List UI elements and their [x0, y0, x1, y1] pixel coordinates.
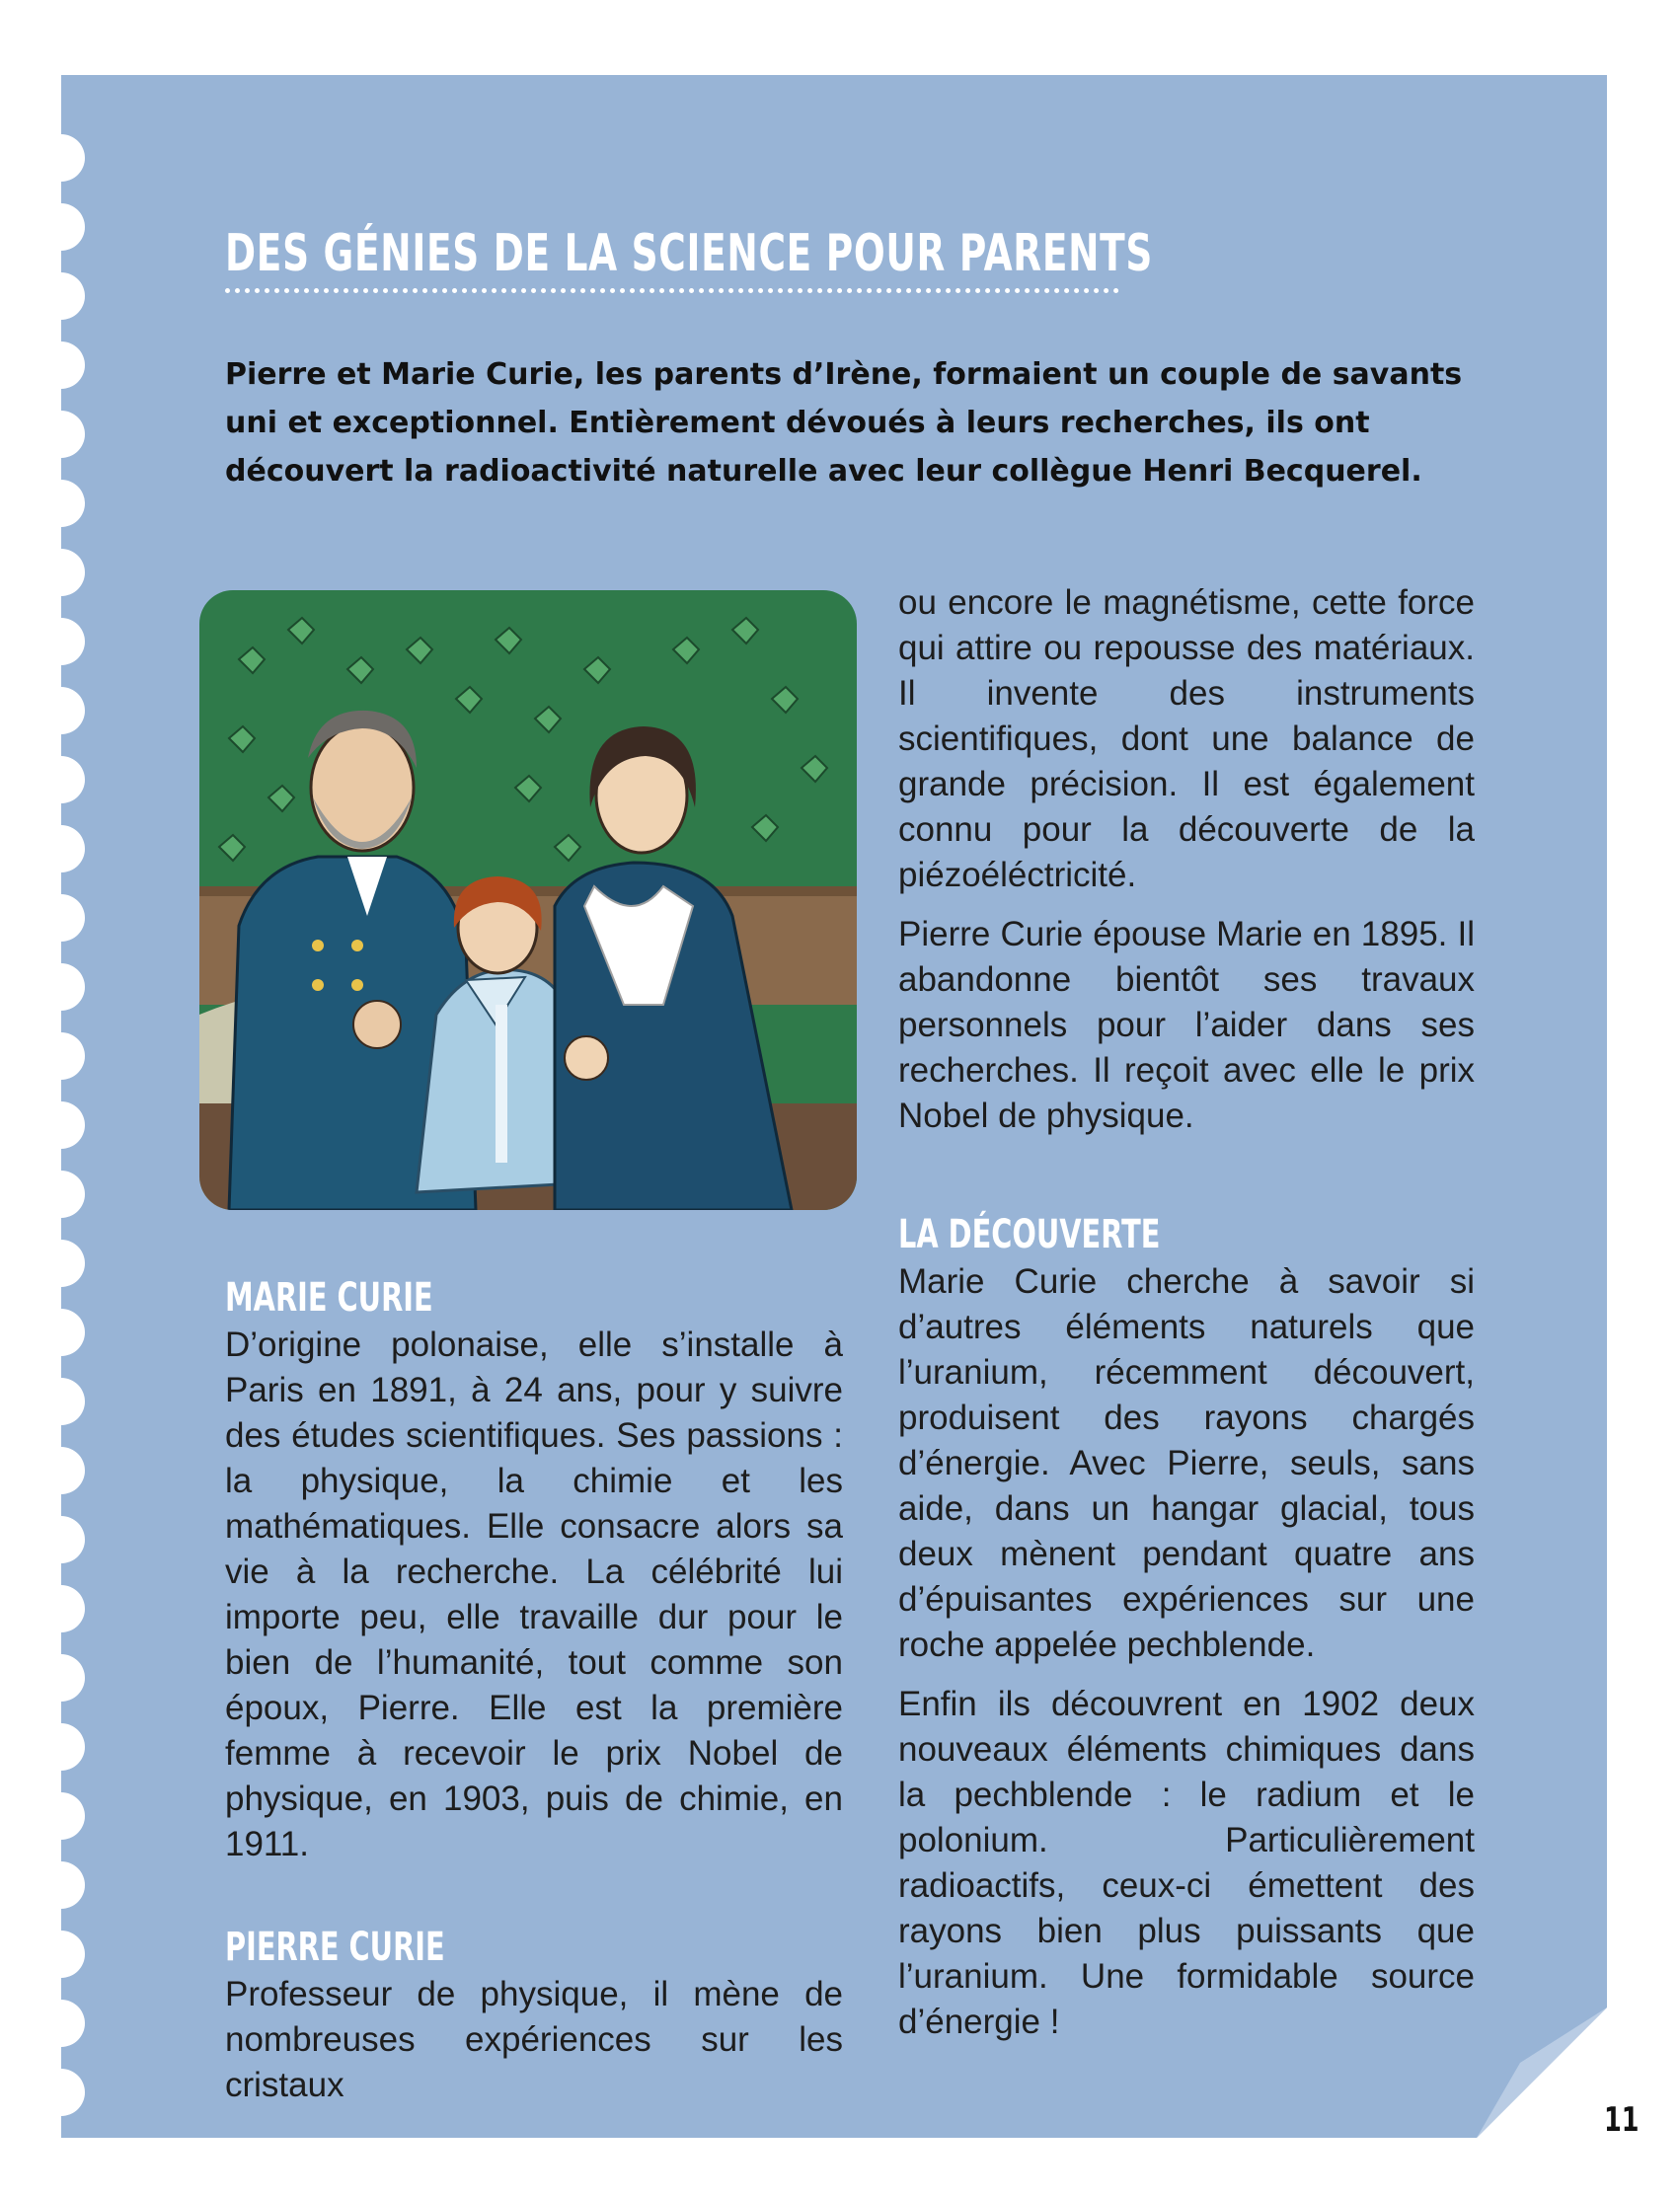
right-column	[898, 580, 1475, 2059]
page-title: DES GÉNIES DE LA SCIENCE POUR PARENTS	[225, 224, 1154, 283]
discovery-text-2: Enfin ils découvrent en 1902 deux nouveaux éléments chimiques dans la pechblende : le radium et le polonium. Particulièrement radioactifs, ceux-ci émettent des rayons bien plus puissants que l’uranium. Une formidable source d’énergie !	[898, 1685, 1475, 2041]
curie-family-illustration	[199, 590, 857, 1210]
heading-pierre-curie: PIERRE CURIE	[225, 1925, 445, 1970]
left-column	[225, 1273, 843, 2122]
heading-la-decouverte: LA DÉCOUVERTE	[898, 1212, 1161, 1257]
title-dotted-underline	[225, 288, 1119, 293]
pierre-curie-text-continued: ou encore le magnétisme, cette force qui attire ou repousse des matériaux. Il invente des instruments scientifiques, dont une balance de grande précision. Il est également connu pour la découverte de la piézoéléctricité.	[898, 583, 1475, 894]
page-number: 11	[1604, 2100, 1640, 2140]
pierre-curie-text-start: Professeur de physique, il mène de nombreuses expériences sur les cristaux	[225, 1975, 843, 2104]
discovery-text-1: Marie Curie cherche à savoir si d’autres éléments naturels que l’uranium, récemment découvert, produisent des rayons chargés d’énergie. Avec Pierre, seuls, sans aide, dans un hangar glacial, tous deux mènent pendant quatre ans d’épuisantes expériences sur une roche appelée pechblende.	[898, 1262, 1475, 1664]
marie-curie-text: D’origine polonaise, elle s’installe à Paris en 1891, à 24 ans, pour y suivre des études scientifiques. Ses passions : la physique, la chimie et les mathématiques. Elle consacre alors sa vie à la recherche. La célébrité lui importe peu, elle travaille dur pour le bien de l’humanité, tout comme son époux, Pierre. Elle est la première femme à recevoir le prix Nobel de physique, en 1903, puis de chimie, en 1911.	[225, 1326, 843, 1863]
heading-marie-curie: MARIE CURIE	[225, 1275, 433, 1321]
intro-paragraph: Pierre et Marie Curie, les parents d’Irène, formaient un couple de savants uni et exceptionnel. Entièrement dévoués à leurs recherches, ils ont découvert la radioactivité naturelle avec leur collègue Henri Becquerel.	[225, 357, 1463, 489]
pierre-curie-text-2: Pierre Curie épouse Marie en 1895. Il abandonne bientôt ses travaux personnels pour l’aider dans ses recherches. Il reçoit avec elle le prix Nobel de physique.	[898, 915, 1475, 1135]
